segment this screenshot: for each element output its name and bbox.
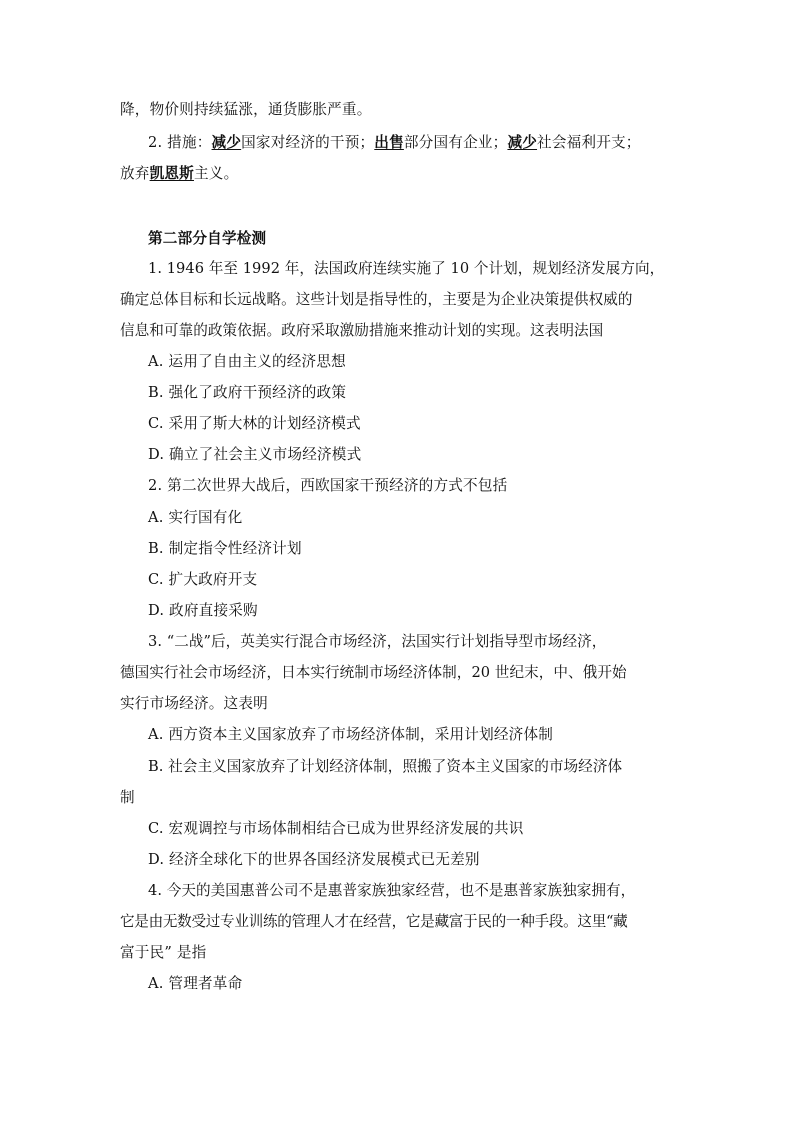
- question-1-option-a: A. 运用了自由主义的经济思想: [148, 353, 346, 370]
- question-2-option-c: C. 扩大政府开支: [148, 571, 258, 588]
- measures-line: [148, 132, 708, 154]
- question-1-stem-line-2: 确定总体目标和长远战略。这些计划是指导性的，主要是为企业决策提供权威的: [120, 291, 633, 308]
- emphasis-reduce-2: 减少: [507, 134, 538, 151]
- question-4-stem-line-2: 它是由无数受过专业训练的管理人才在经营，它是藏富于民的一种手段。这里“藏: [120, 913, 628, 930]
- question-4-stem-line-1: 4. 今天的美国惠普公司不是惠普家族独家经营，也不是惠普家族独家拥有，: [148, 882, 636, 899]
- text-span: 降，物价则持续猛涨，通货膨胀严重。: [120, 101, 372, 118]
- question-2-stem: 2. 第二次世界大战后，西欧国家干预经济的方式不包括: [148, 477, 508, 494]
- question-1-option-b: B. 强化了政府干预经济的政策: [148, 384, 347, 401]
- question-1-stem-line-3: 信息和可靠的政策依据。政府采取激励措施来推动计划的实现。这表明法国: [120, 322, 604, 339]
- section-title: 第二部分自学检测: [148, 230, 267, 247]
- question-1-option-d: D. 确立了社会主义市场经济模式: [148, 446, 362, 463]
- question-3-option-a: A. 西方资本主义国家放弃了市场经济体制，采用计划经济体制: [148, 726, 554, 743]
- emphasis-keynes: 凯恩斯: [149, 165, 194, 182]
- question-4-option-a: A. 管理者革命: [148, 975, 243, 992]
- text-span: 放弃: [120, 165, 150, 182]
- text-line: [120, 99, 680, 121]
- text-span: 社会福利开支；: [537, 134, 641, 151]
- question-3-option-b-line-1: B. 社会主义国家放弃了计划经济体制，照搬了资本主义国家的市场经济体: [148, 758, 623, 775]
- question-1-stem-line-1: 1. 1946 年至 1992 年，法国政府连续实施了 10 个计划，规划经济发展方向，: [148, 260, 665, 277]
- emphasis-reduce-1: 减少: [211, 134, 242, 151]
- text-span: 2. 措施：: [148, 134, 212, 151]
- question-3-stem-line-1: 3. “二战”后，英美实行混合市场经济，法国实行计划指导型市场经济，: [148, 633, 607, 650]
- question-1-option-c: C. 采用了斯大林的计划经济模式: [148, 415, 361, 432]
- question-2-option-b: B. 制定指令性经济计划: [148, 540, 302, 557]
- text-span: 国家对经济的干预；: [241, 134, 375, 151]
- text-span: 主义。: [193, 165, 239, 182]
- question-3-stem-line-2: 德国实行社会市场经济，日本实行统制市场经济体制，20 世纪末，中、俄开始: [120, 664, 627, 681]
- emphasis-sell: 出售: [374, 134, 404, 151]
- question-3-option-d: D. 经济全球化下的世界各国经济发展模式已无差别: [148, 851, 480, 868]
- question-3-option-c: C. 宏观调控与市场体制相结合已成为世界经济发展的共识: [148, 820, 524, 837]
- measures-line-2: [120, 163, 680, 185]
- question-2-option-d: D. 政府直接采购: [148, 602, 258, 619]
- question-4-stem-line-3: 富于民” 是指: [120, 944, 207, 961]
- question-2-option-a: A. 实行国有化: [148, 509, 243, 526]
- question-3-option-b-line-2: 制: [120, 789, 135, 806]
- text-span: 部分国有企业；: [403, 134, 508, 151]
- question-3-stem-line-3: 实行市场经济。这表明: [120, 695, 268, 712]
